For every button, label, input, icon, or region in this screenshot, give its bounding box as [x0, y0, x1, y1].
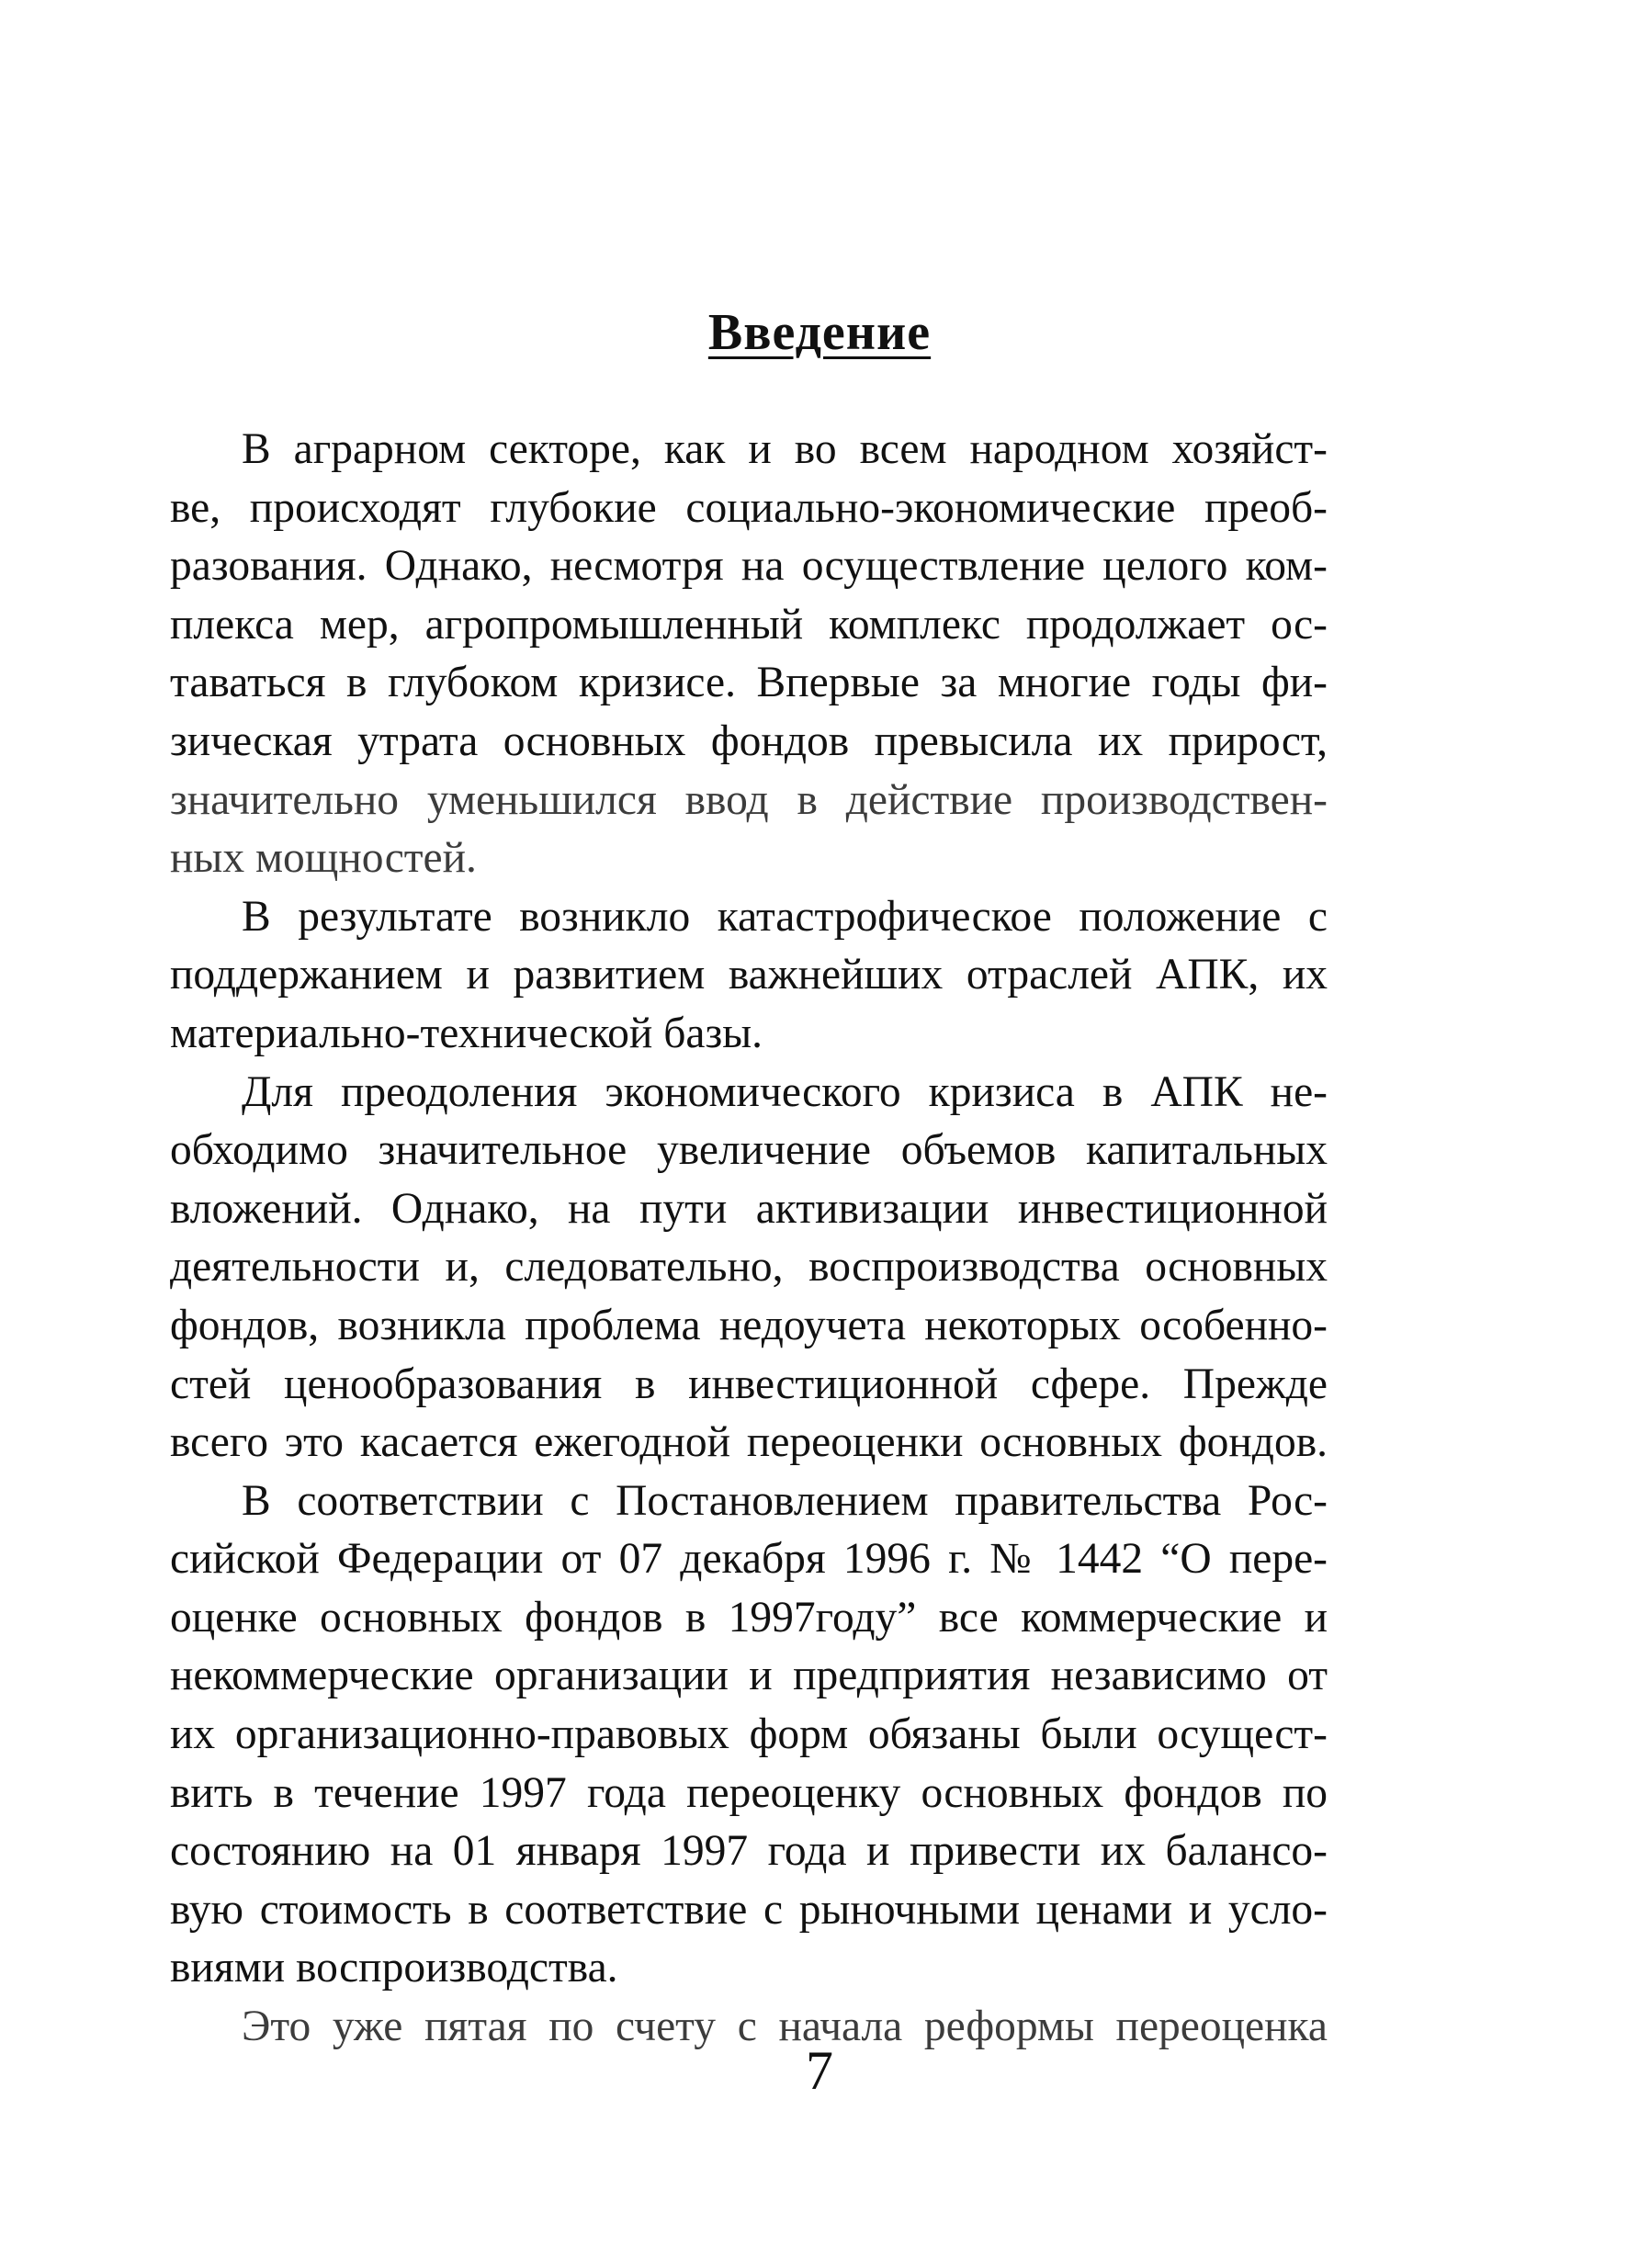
- text-line: таваться в глубоком кризисе. Впервые за многие годы фи-: [170, 659, 1328, 707]
- text-line: материально-технической базы.: [170, 1009, 763, 1057]
- text-line: деятельности и, следовательно, воспроизводства основных: [170, 1243, 1328, 1292]
- text-line: В аграрном секторе, как и во всем народном хозяйст-: [242, 425, 1328, 473]
- text-line: сийской Федерации от 07 декабря 1996 г. № 1442 “О пере-: [170, 1535, 1328, 1584]
- page-number: 7: [806, 2040, 833, 2101]
- text-line: Это уже пятая по счету с начала реформы переоценка: [242, 2003, 1328, 2051]
- text-line: ве, происходят глубокие социально-экономические преоб-: [170, 483, 1328, 532]
- text-line: Для преодоления экономического кризиса в АПК не-: [242, 1067, 1328, 1116]
- paragraph: [170, 421, 1328, 888]
- text-line: ных мощностей.: [170, 834, 477, 883]
- text-line: состоянию на 01 января 1997 года и привести их балансо-: [170, 1827, 1328, 1876]
- text-line: В результате возникло катастрофическое положение с: [242, 892, 1328, 941]
- text-line: вую стоимость в соответствие с рыночными ценами и усло-: [170, 1885, 1328, 1934]
- body-text: [170, 421, 1328, 2057]
- text-line: плекса мер, агропромышленный комплекс продолжает ос-: [170, 600, 1328, 649]
- page-title: Введение: [707, 304, 932, 361]
- text-line: вить в течение 1997 года переоценку основных фондов по: [170, 1768, 1328, 1817]
- text-line: поддержанием и развитием важнейших отраслей АПК, их: [170, 951, 1328, 999]
- text-line: фондов, возникла проблема недоучета некоторых особенно-: [170, 1301, 1328, 1349]
- paragraph: [170, 888, 1328, 1064]
- text-line: виями воспроизводства.: [170, 1944, 618, 1992]
- text-line: всего это касается ежегодной переоценки основных фондов.: [170, 1418, 1328, 1467]
- text-line: вложений. Однако, на пути активизации инвестиционной: [170, 1184, 1328, 1233]
- text-line: значительно уменьшился ввод в действие производствен-: [170, 775, 1328, 824]
- text-line: оценке основных фондов в 1997году” все коммерческие и: [170, 1593, 1328, 1642]
- paragraph: [170, 1064, 1328, 1473]
- text-line: В соответствии с Постановлением правительства Рос-: [242, 1476, 1328, 1525]
- text-line: их организационно-правовых форм обязаны были осущест-: [170, 1710, 1328, 1759]
- paragraph: [170, 1473, 1328, 1998]
- text-line: зическая утрата основных фондов превысила их прирост,: [170, 717, 1328, 765]
- text-line: разования. Однако, несмотря на осуществление целого ком-: [170, 542, 1328, 591]
- text-line: обходимо значительное увеличение объемов капитальных: [170, 1126, 1328, 1175]
- text-line: стей ценообразования в инвестиционной сфере. Прежде: [170, 1360, 1328, 1408]
- text-line: некоммерческие организации и предприятия независимо от: [170, 1652, 1328, 1700]
